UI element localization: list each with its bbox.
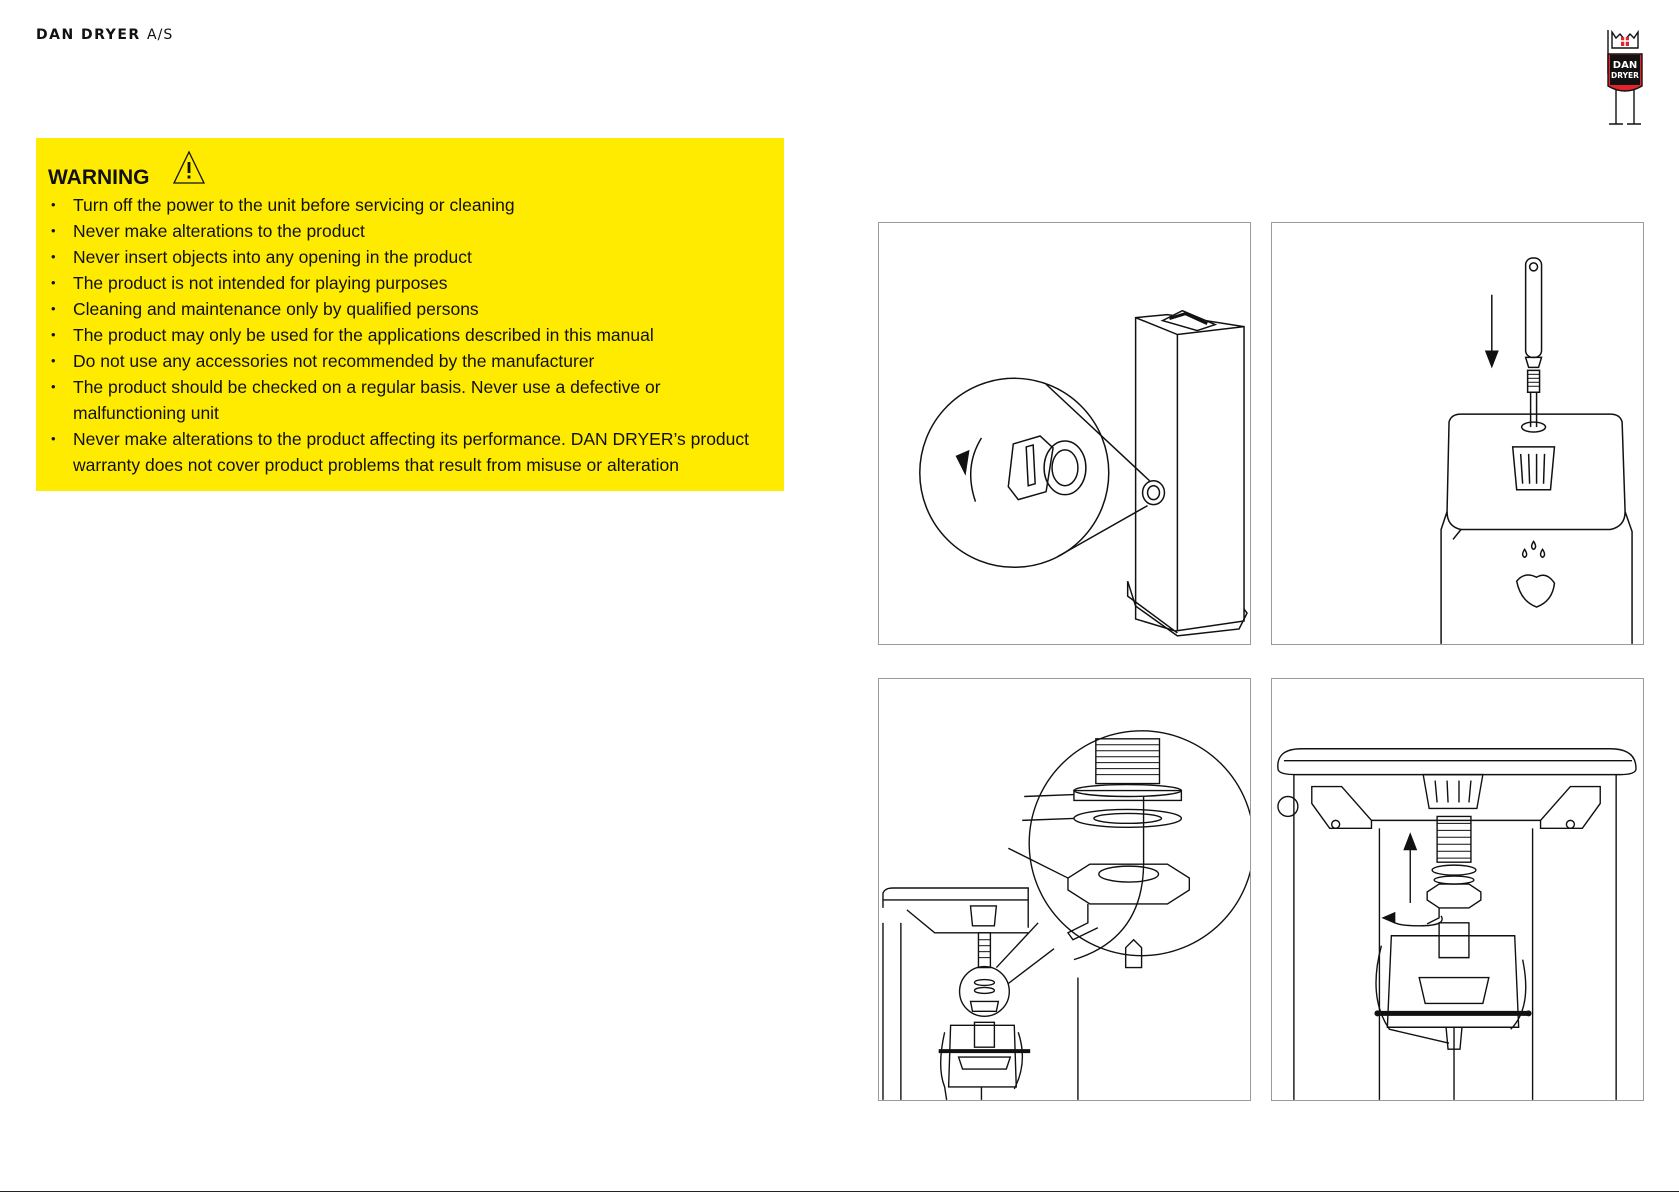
brand-suffix: A/S (147, 27, 174, 43)
logo-text-line1: DAN (1612, 60, 1638, 71)
brand-name (36, 27, 173, 43)
warning-item: • Turn off the power to the unit before servicing or cleaning (48, 192, 772, 218)
insert-rod-arrow-illustration (1272, 223, 1643, 644)
warning-item: • The product should be checked on a regular basis. Never use a defective or malfunctioning unit (48, 374, 772, 426)
warning-item: • Do not use any accessories not recommended by the manufacturer (48, 348, 772, 374)
brand-name-text: DAN DRYER (36, 27, 141, 43)
warning-box (36, 138, 784, 491)
warning-title: WARNING (48, 166, 150, 189)
unlock-key-rotate-illustration (879, 223, 1250, 644)
warning-item: • Never make alterations to the product affecting its performance. DAN DRYER’s product warranty does not cover product problems that result from misuse or alteration (48, 426, 772, 478)
illustration-panel-2 (1271, 222, 1644, 645)
warning-item: • The product may only be used for the applications described in this manual (48, 322, 772, 348)
dan-dryer-logo-icon (1604, 28, 1646, 132)
warning-item: • Cleaning and maintenance only by qualified persons (48, 296, 772, 322)
warning-item: • The product is not intended for playing purposes (48, 270, 772, 296)
tighten-rotate-arrow-illustration (1272, 679, 1643, 1100)
warning-header (48, 158, 772, 188)
logo-text-line2: DRYER (1611, 71, 1639, 80)
illustration-panel-3 (878, 678, 1251, 1101)
warning-list (48, 192, 772, 478)
warning-triangle-icon (172, 150, 206, 186)
illustration-panel-4 (1271, 678, 1644, 1101)
illustration-panel-1 (878, 222, 1251, 645)
warning-item: • Never insert objects into any opening in the product (48, 244, 772, 270)
warning-item: • Never make alterations to the product (48, 218, 772, 244)
assembly-detail-zoom-illustration (879, 679, 1250, 1100)
